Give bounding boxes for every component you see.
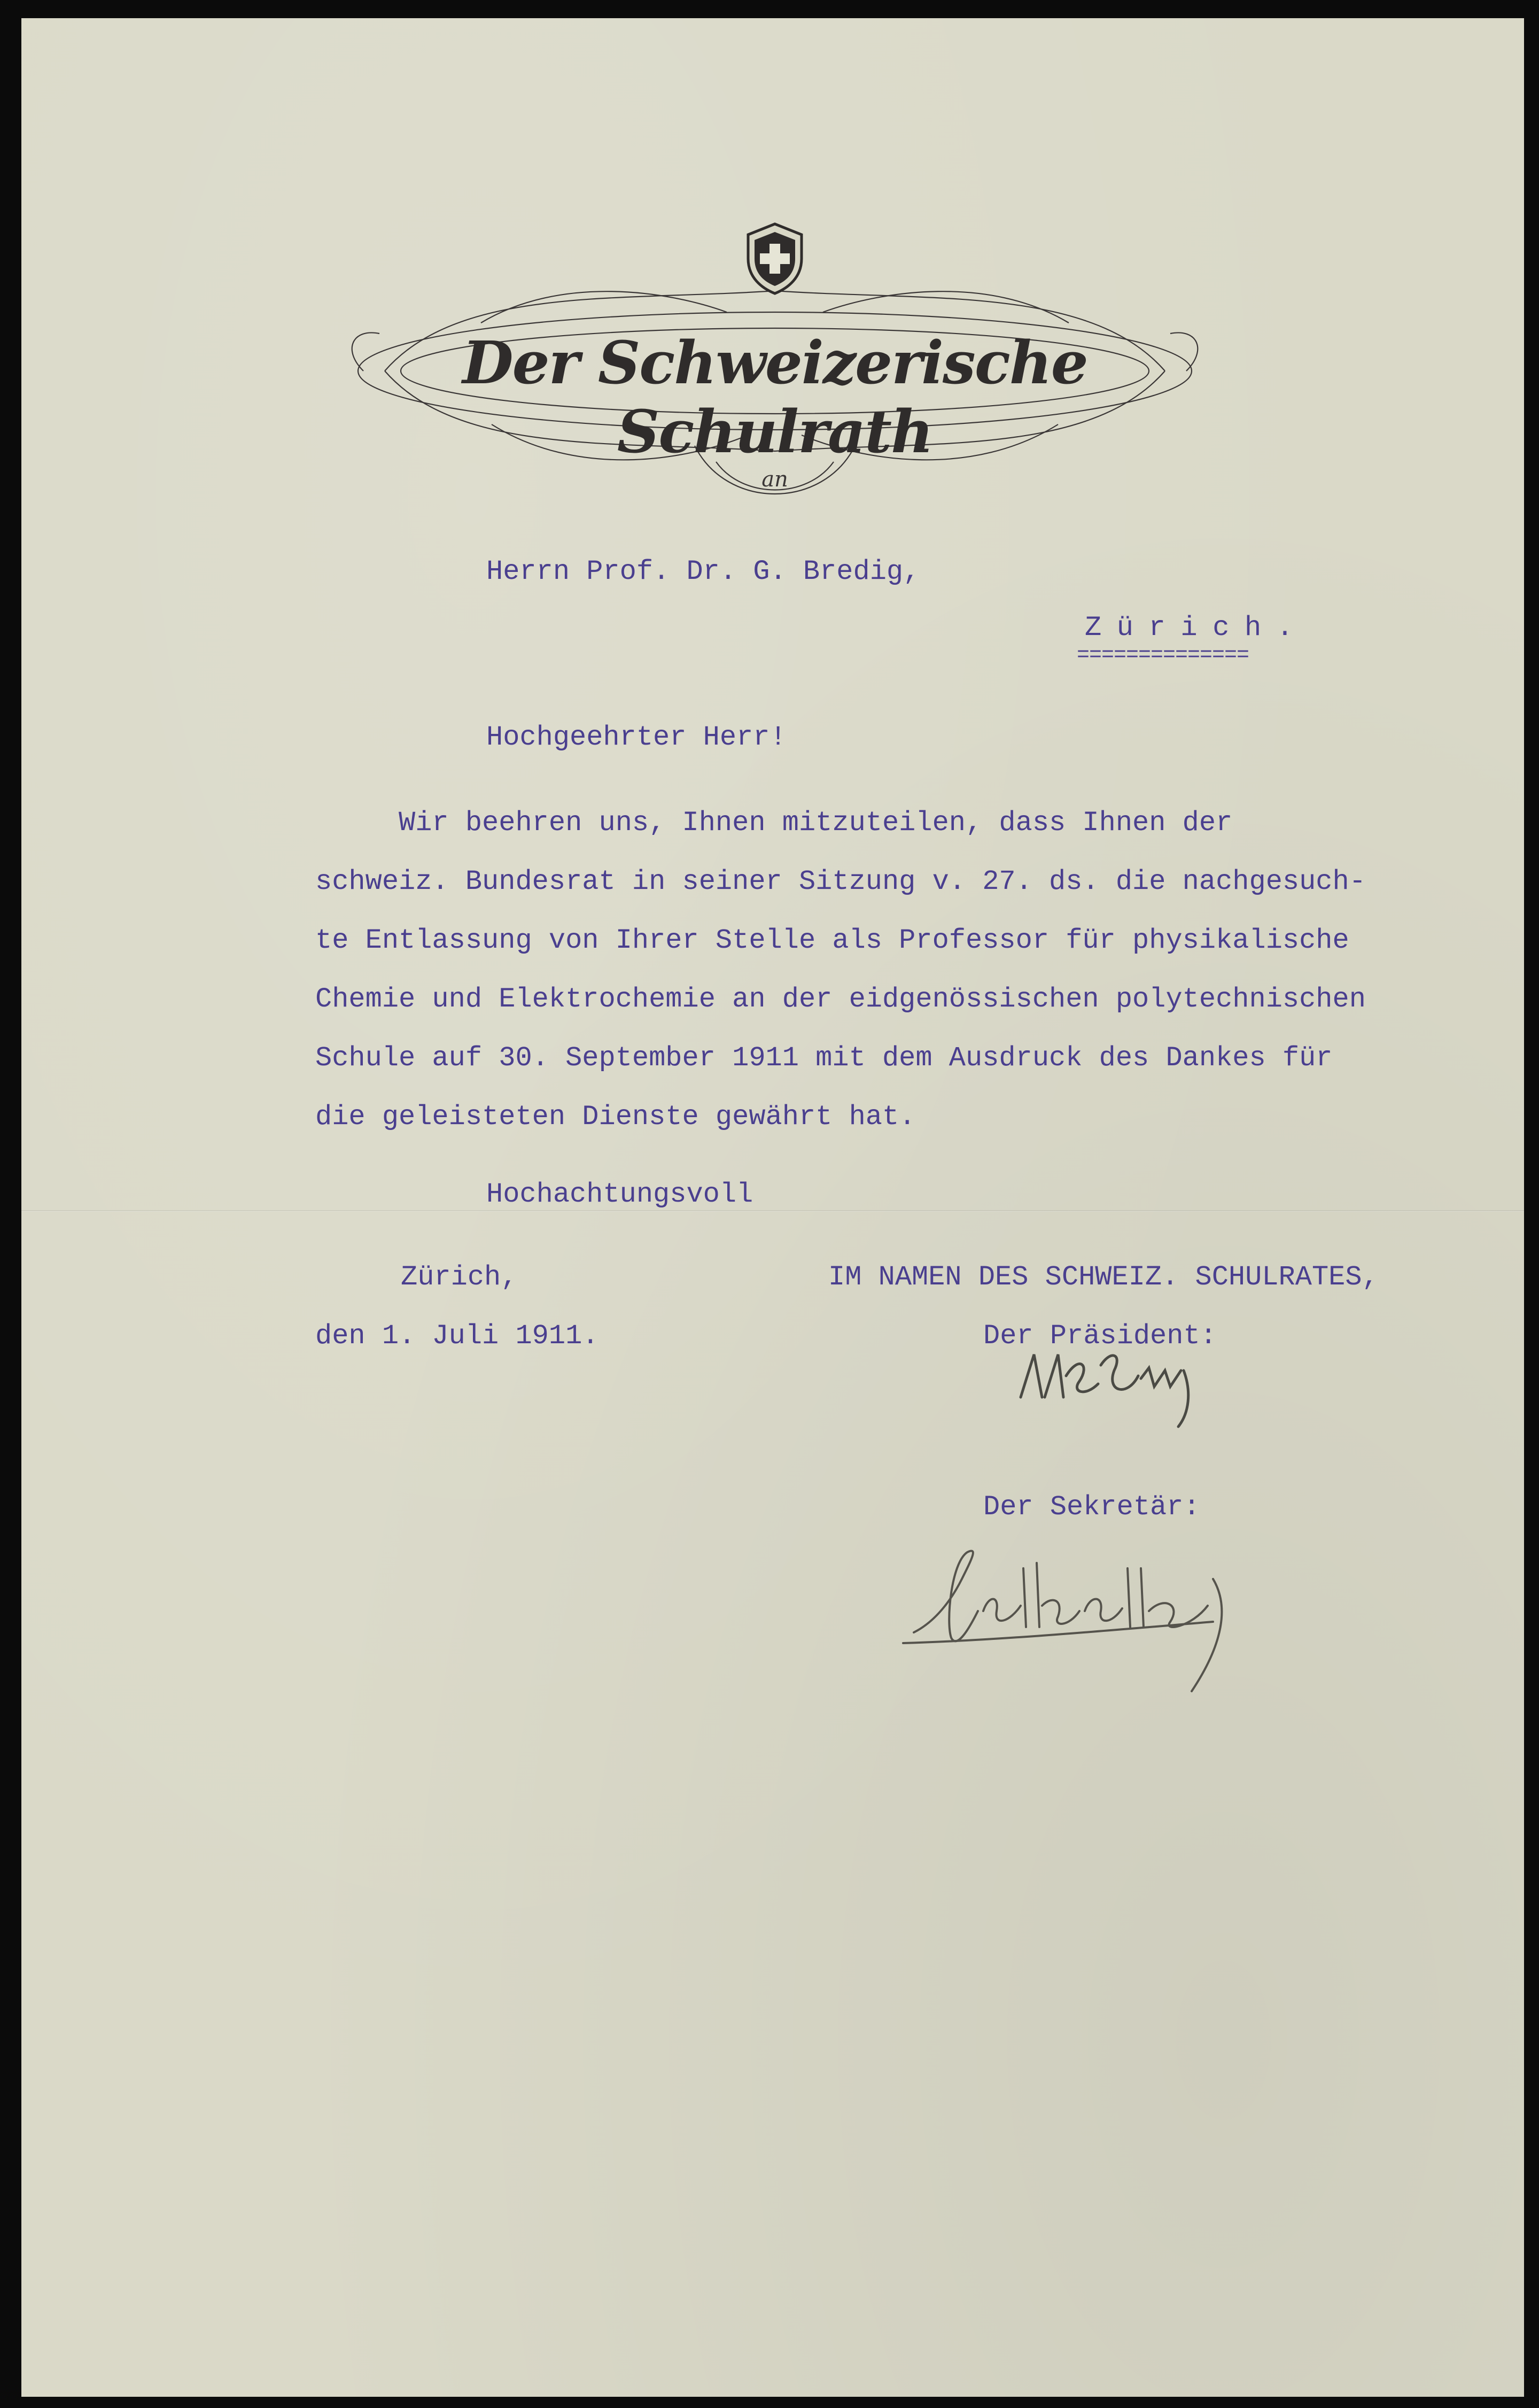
closing: Hochachtungsvoll xyxy=(486,1179,753,1210)
president-signature xyxy=(1005,1333,1229,1440)
letterhead-title: Der Schweizerische Schulrath xyxy=(462,328,1087,466)
salutation: Hochgeehrter Herr! xyxy=(486,722,787,753)
secretary-signature xyxy=(892,1515,1320,1702)
recipient-name: Herrn Prof. Dr. G. Bredig, xyxy=(486,556,920,587)
body-line-2: schweiz. Bundesrat in seiner Sitzung v. 27. ds. die nachgesuch- xyxy=(315,866,1366,897)
swiss-cross-shield-icon xyxy=(743,221,807,296)
date: den 1. Juli 1911. xyxy=(315,1320,599,1352)
body-line-5: Schule auf 30. September 1911 mit dem Ausdruck des Dankes für xyxy=(315,1042,1333,1074)
secretary-label: Der Sekretär: xyxy=(983,1491,1200,1523)
place: Zürich, xyxy=(401,1261,518,1293)
letterhead xyxy=(321,211,1229,542)
body-line-3: te Entlassung von Ihrer Stelle als Professor für physikalische xyxy=(315,925,1349,956)
authority: IM NAMEN DES SCHWEIZ. SCHULRATES, xyxy=(828,1261,1379,1293)
body-line-6: die geleisteten Dienste gewährt hat. xyxy=(315,1101,916,1133)
president-label: Der Präsident: xyxy=(983,1320,1217,1352)
body-line-1: Wir beehren uns, Ihnen mitzuteilen, dass Ihnen der xyxy=(315,807,1233,839)
letter-sheet xyxy=(21,18,1524,2397)
body-line-4: Chemie und Elektrochemie an der eidgenössischen polytechnischen xyxy=(315,984,1366,1015)
letterhead-subtitle: an xyxy=(761,467,788,492)
recipient-city-underline: ============== xyxy=(1077,644,1249,668)
recipient-city: Zürich. xyxy=(1085,612,1309,644)
paper-fold xyxy=(21,1210,1524,1212)
